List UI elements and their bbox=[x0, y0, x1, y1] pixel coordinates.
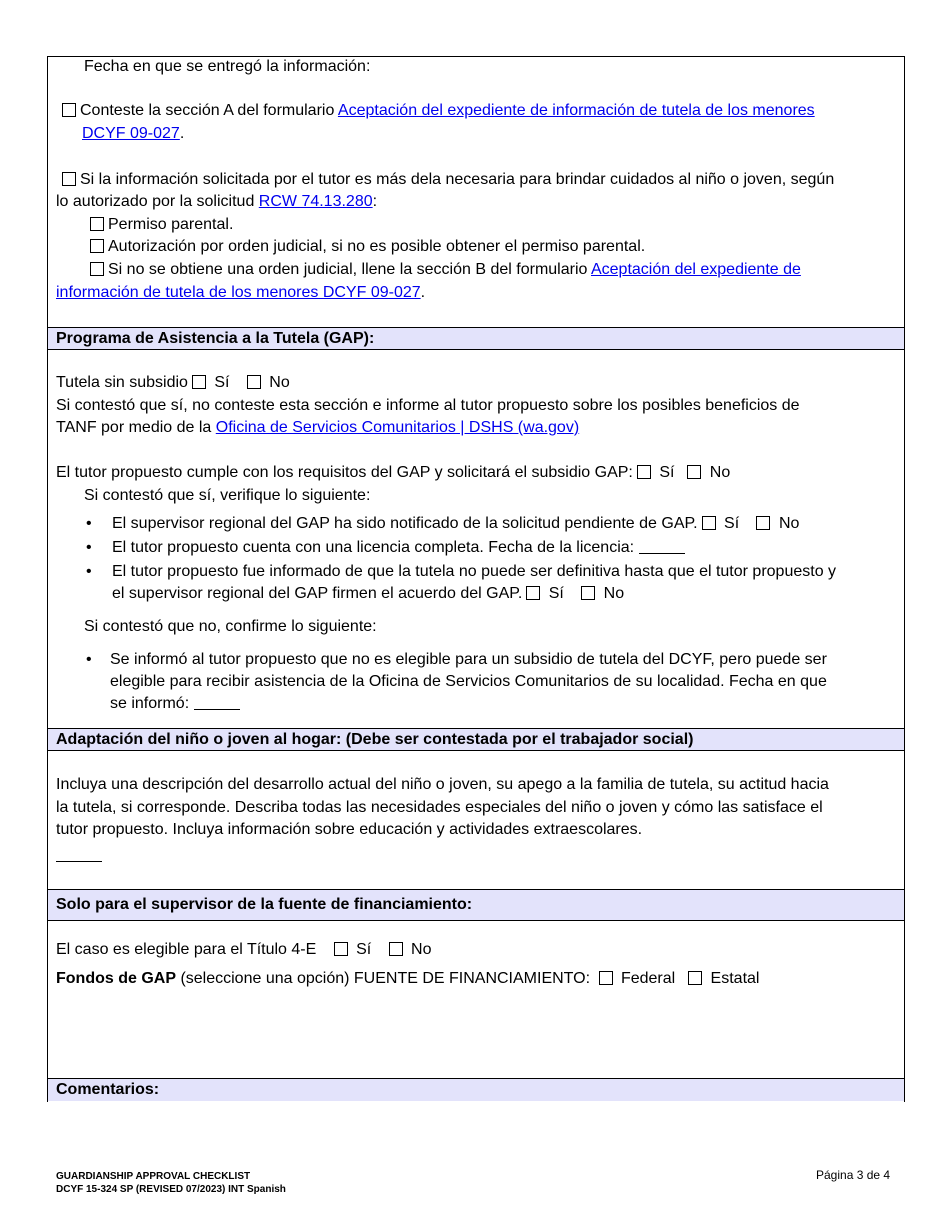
text: Si la información solicitada por el tutor es más dela necesaria para brindar cuidados al niño o joven, según bbox=[80, 171, 835, 188]
text: : bbox=[372, 193, 378, 210]
text: No bbox=[778, 515, 800, 532]
adaptation-blank[interactable] bbox=[56, 847, 102, 862]
court-checkbox[interactable] bbox=[90, 239, 104, 253]
text: El tutor propuesto fue informado de que la tutela no puede ser definitiva hasta que el tutor propuesto y bbox=[112, 563, 837, 580]
bullet-notified: • El supervisor regional del GAP ha sido notificado de la solicitud pendiente de GAP. Sí No bbox=[86, 515, 800, 532]
footer-form-title: GUARDIANSHIP APPROVAL CHECKLIST bbox=[56, 1171, 251, 1182]
adaptation-field[interactable] bbox=[56, 846, 102, 866]
adaptation-section-header: Adaptación del niño o joven al hogar: (Debe ser contestada por el trabajador social) bbox=[47, 728, 905, 751]
meets-requirements-row bbox=[56, 463, 730, 483]
court-order-option bbox=[86, 237, 645, 257]
notified-yes-checkbox[interactable] bbox=[702, 516, 716, 530]
text: El tutor propuesto cumple con los requisitos del GAP y solicitará el subsidio GAP: bbox=[56, 464, 633, 481]
rcw-link[interactable]: RCW 74.13.280 bbox=[258, 193, 373, 210]
adaptation-text-2: la tutela, si corresponde. Describa todas las necesidades especiales del niño o joven y cómo las satisface el bbox=[56, 799, 823, 816]
text: Tutela sin subsidio bbox=[56, 374, 188, 391]
if-no-label: Si contestó que no, confirme lo siguiente: bbox=[84, 618, 377, 635]
unsubsidized-yes-checkbox[interactable] bbox=[192, 375, 206, 389]
informed-date-field[interactable] bbox=[194, 695, 240, 710]
text: Permiso parental. bbox=[108, 216, 234, 233]
federal-checkbox[interactable] bbox=[599, 971, 613, 985]
meets-yes-checkbox[interactable] bbox=[637, 465, 651, 479]
form-link-09-027-cont[interactable]: DCYF 09-027 bbox=[82, 125, 180, 142]
meets-no-checkbox[interactable] bbox=[687, 465, 701, 479]
form-link-2-cont[interactable]: información de tutela de los menores DCYF 09-027 bbox=[56, 284, 421, 301]
extra-info-line2 bbox=[56, 192, 377, 212]
text: . bbox=[179, 125, 185, 142]
title-4e-row bbox=[56, 940, 431, 960]
text: Conteste la sección A del formulario bbox=[80, 102, 338, 119]
text: . bbox=[420, 284, 426, 301]
notified-no-checkbox[interactable] bbox=[756, 516, 770, 530]
section-b-checkbox[interactable] bbox=[90, 262, 104, 276]
text: TANF por medio de la bbox=[56, 419, 216, 436]
comments-section-header: Comentarios: bbox=[47, 1078, 905, 1101]
funding-section-header: Solo para el supervisor de la fuente de financiamiento: bbox=[47, 889, 905, 921]
tanf-line bbox=[56, 418, 579, 438]
text: Sí bbox=[356, 941, 372, 958]
agreement-yes-checkbox[interactable] bbox=[526, 586, 540, 600]
license-date-field[interactable] bbox=[639, 539, 685, 554]
text: Federal bbox=[620, 970, 676, 987]
text: Sí bbox=[659, 464, 675, 481]
informed-line2 bbox=[112, 584, 624, 604]
section-b-line2 bbox=[56, 283, 425, 303]
text: No bbox=[709, 464, 731, 481]
section-a-line2 bbox=[82, 124, 184, 144]
text: Estatal bbox=[710, 970, 760, 987]
extra-info-item bbox=[58, 170, 834, 190]
text: No bbox=[269, 374, 290, 391]
agreement-no-checkbox[interactable] bbox=[581, 586, 595, 600]
text: Si no se obtiene una orden judicial, llene la sección B del formulario bbox=[108, 261, 591, 278]
text: el supervisor regional del GAP firmen el acuerdo del GAP. bbox=[112, 585, 523, 602]
bullet-informed: • El tutor propuesto fue informado de que la tutela no puede ser definitiva hasta que el tutor propuesto y bbox=[86, 563, 837, 580]
bullet-not-eligible: • Se informó al tutor propuesto que no es elegible para un subsidio de tutela del DCYF, pero puede ser bbox=[86, 651, 827, 668]
state-checkbox[interactable] bbox=[688, 971, 702, 985]
unsubsidized-row bbox=[56, 373, 290, 393]
text-wrap bbox=[112, 538, 685, 558]
dshs-link[interactable]: Oficina de Servicios Comunitarios | DSHS (wa.gov) bbox=[215, 419, 580, 436]
not-eligible-line3 bbox=[110, 694, 240, 714]
form-link-09-027[interactable]: Aceptación del expediente de información de tutela de los menores bbox=[337, 102, 815, 119]
title4e-no-checkbox[interactable] bbox=[389, 942, 403, 956]
text: Sí bbox=[548, 585, 564, 602]
extra-info-checkbox[interactable] bbox=[62, 172, 76, 186]
parental-permission-option bbox=[86, 215, 233, 235]
text: se informó: bbox=[110, 695, 190, 712]
text: Sí bbox=[214, 374, 230, 391]
verify-label: Si contestó que sí, verifique lo siguiente: bbox=[84, 487, 371, 504]
not-eligible-line2: elegible para recibir asistencia de la Oficina de Servicios Comunitarios de su localidad. Fecha en que bbox=[110, 673, 827, 690]
text: No bbox=[603, 585, 625, 602]
text: Autorización por orden judicial, si no es posible obtener el permiso parental. bbox=[108, 238, 646, 255]
section-a-item bbox=[58, 101, 815, 121]
section-a-checkbox[interactable] bbox=[62, 103, 76, 117]
text: El supervisor regional del GAP ha sido notificado de la solicitud pendiente de GAP. bbox=[112, 515, 698, 532]
text: El tutor propuesto cuenta con una licencia completa. Fecha de la licencia: bbox=[112, 539, 635, 556]
text: Fondos de GAP bbox=[56, 970, 176, 987]
gap-funds-row bbox=[56, 969, 759, 989]
text: Sí bbox=[724, 515, 740, 532]
text: lo autorizado por la solicitud bbox=[56, 193, 259, 210]
parental-checkbox[interactable] bbox=[90, 217, 104, 231]
gap-section-header: Programa de Asistencia a la Tutela (GAP): bbox=[47, 327, 905, 350]
bullet-license: • El tutor propuesto cuenta con una licencia completa. Fecha de la licencia: bbox=[86, 538, 92, 558]
section-b-option bbox=[86, 260, 801, 280]
if-yes-text: Si contestó que sí, no conteste esta sección e informe al tutor propuesto sobre los posibles beneficios de bbox=[56, 397, 800, 414]
footer-form-id: DCYF 15-324 SP (REVISED 07/2023) INT Spanish bbox=[56, 1184, 286, 1195]
text: (seleccione una opción) FUENTE DE FINANCIAMIENTO: bbox=[176, 970, 591, 987]
form-link-2[interactable]: Aceptación del expediente de bbox=[590, 261, 801, 278]
page-number: Página 3 de 4 bbox=[816, 1168, 891, 1182]
text: El caso es elegible para el Título 4-E bbox=[56, 941, 317, 958]
text-wrap bbox=[112, 514, 799, 534]
title4e-yes-checkbox[interactable] bbox=[334, 942, 348, 956]
date-delivered-label: Fecha en que se entregó la información: bbox=[84, 58, 371, 75]
adaptation-text-3: tutor propuesto. Incluya información sobre educación y actividades extraescolares. bbox=[56, 821, 643, 838]
adaptation-text-1: Incluya una descripción del desarrollo actual del niño o joven, su apego a la familia de tutela, su actitud hacia bbox=[56, 776, 829, 793]
text: No bbox=[411, 941, 432, 958]
text: Se informó al tutor propuesto que no es elegible para un subsidio de tutela del DCYF, pero puede ser bbox=[110, 651, 827, 668]
unsubsidized-no-checkbox[interactable] bbox=[247, 375, 261, 389]
